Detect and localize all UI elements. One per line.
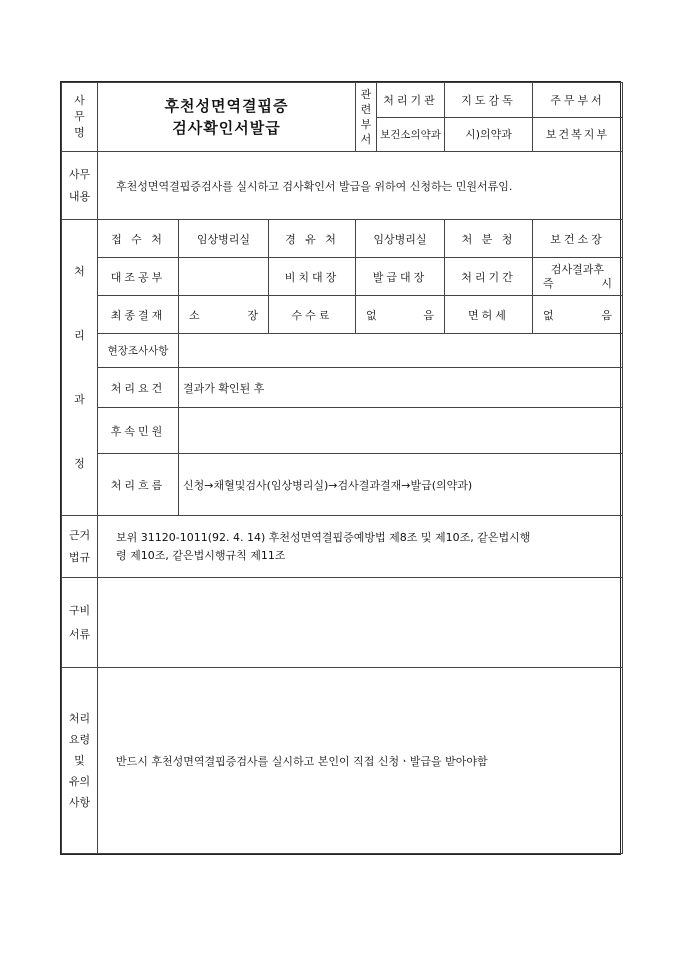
title-line-1: 후천성면역결핍증 [164, 97, 289, 115]
fee-label: 수수료 [269, 296, 356, 334]
fee-value: 없 음 [356, 296, 445, 334]
flow-label: 처리흐름 [98, 454, 179, 516]
notes-label: 처리 요령 및 유의 사항 [62, 668, 98, 854]
content-label: 사무 내용 [62, 152, 98, 220]
follow-up-value [179, 408, 623, 454]
follow-up-label: 후속민원 [98, 408, 179, 454]
law-text: 보위 31120-1011(92. 4. 14) 후천성면역결핍증예방법 제8조 및 제10조, 같은법시행 령 제10조, 같은법시행규칙 제11조 [98, 516, 623, 578]
ledger-value [179, 258, 269, 296]
process-label: 처 리 과 정 [62, 220, 98, 516]
final-approval-value: 소 장 [179, 296, 269, 334]
content-text: 후천성면역결핍증검사를 실시하고 검사확인서 발급을 위하여 신청하는 민원서류임. [98, 152, 623, 220]
license-tax-value: 없 음 [533, 296, 623, 334]
title-line-2: 검사확인서발급 [172, 119, 281, 137]
notes-text: 반드시 후천성면역결핍증검사를 실시하고 본인이 직접 신청ㆍ발급을 받아야함 [98, 668, 623, 854]
receipt-value: 임상병리실 [179, 220, 269, 258]
onsite-value [179, 334, 623, 368]
period-label: 처리기간 [445, 258, 533, 296]
documents-text [98, 578, 623, 668]
processing-agency-label: 처리기관 [377, 83, 444, 118]
supervision-label: 지도감독 [445, 83, 533, 118]
documents-label: 구비 서류 [62, 578, 98, 668]
receipt-label: 접 수 처 [98, 220, 179, 258]
flow-value: 신청→채혈및검사(임상병리실)→검사결과결재→발급(의약과) [179, 454, 623, 516]
issue-ledger-label: 발급대장 [356, 258, 445, 296]
ledger-label: 대조공부 [98, 258, 179, 296]
law-label: 근거 법규 [62, 516, 98, 578]
disposition-label: 처 분 청 [445, 220, 533, 258]
final-approval-label: 최종결재 [98, 296, 179, 334]
requirement-label: 처리요건 [98, 368, 179, 408]
related-dept-label: 관 련 부 서 [356, 83, 377, 151]
main-dept-label: 주무부서 [533, 83, 623, 118]
civil-affairs-form [60, 81, 621, 855]
processing-agency-value: 보건소의약과 [380, 129, 441, 141]
document-title [98, 83, 356, 152]
license-tax-label: 면허세 [445, 296, 533, 334]
kept-ledger-label: 비치대장 [269, 258, 356, 296]
period-value: 검사결과후 즉 시 [533, 258, 623, 296]
onsite-label: 현장조사사항 [98, 334, 179, 368]
supervision-value: 시)의약과 [445, 117, 533, 152]
disposition-value: 보건소장 [533, 220, 623, 258]
main-dept-value: 보건복지부 [533, 117, 623, 152]
office-name-label: 사 무 명 [62, 83, 98, 152]
via-value: 임상병리실 [356, 220, 445, 258]
via-label: 경 유 처 [269, 220, 356, 258]
requirement-value: 결과가 확인된 후 [179, 368, 623, 408]
